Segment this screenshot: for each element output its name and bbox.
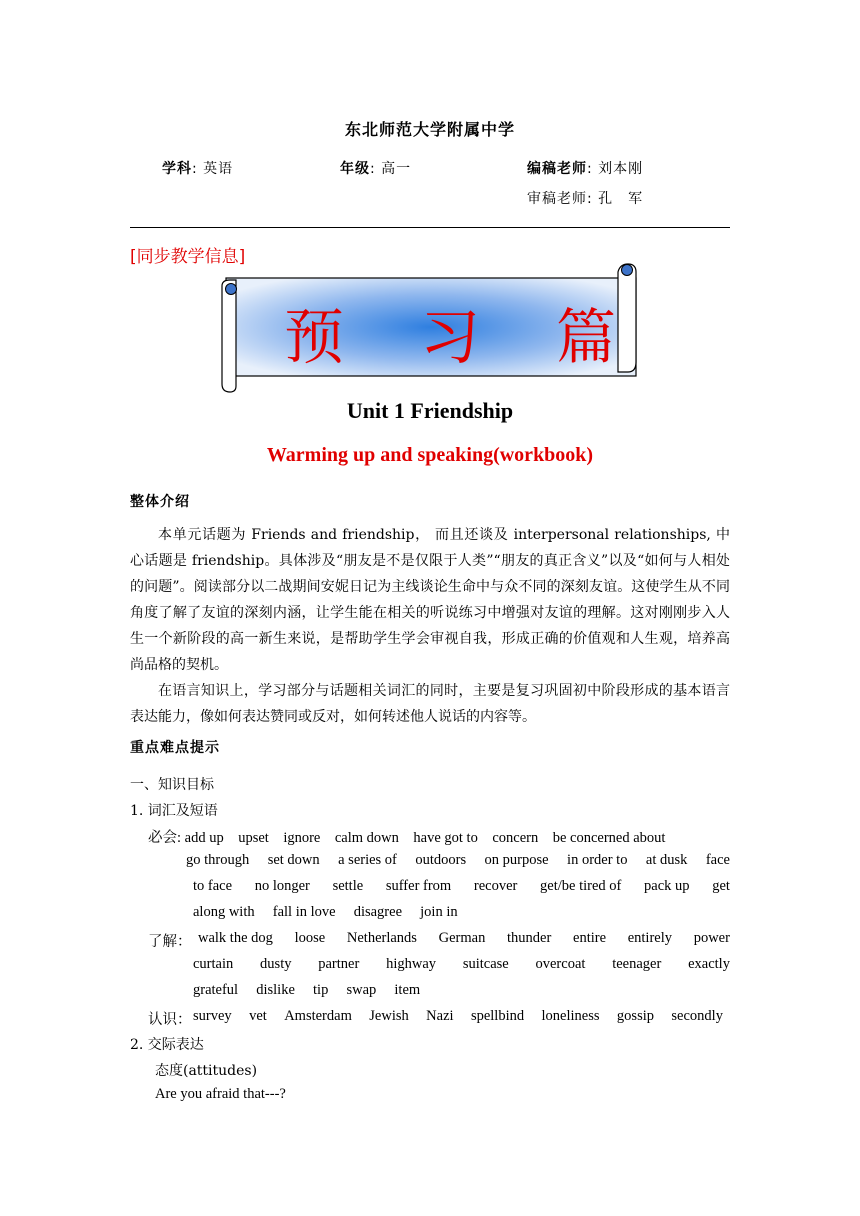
vocab-word: swap <box>346 982 377 998</box>
recognize-label: 认识： <box>148 1012 192 1028</box>
vocab-word: recover <box>473 878 518 894</box>
vocab-word: settle <box>332 878 364 894</box>
vocab-word: face <box>705 852 730 868</box>
vocab-word: entire <box>573 930 607 946</box>
vocab-word: gossip <box>616 1008 654 1024</box>
key-points-heading: 重点难点提示 <box>130 740 220 756</box>
vocab-word: get <box>712 878 730 894</box>
vocab-word: loneliness <box>541 1008 600 1024</box>
vocab-word: teenager <box>612 956 662 972</box>
vocab-word: a series of <box>338 852 397 868</box>
vocab-word: go through <box>186 852 250 868</box>
vocab-word: upset <box>238 830 269 846</box>
vocab-word: vet <box>249 1008 267 1024</box>
vocab-word: disagree <box>353 904 403 920</box>
vocab-word: highway <box>386 956 437 972</box>
header-divider <box>130 227 730 228</box>
editor-label: 编稿老师 <box>527 161 587 177</box>
lesson-title: Warming up and speaking(workbook) <box>266 444 594 466</box>
vocab-heading: 1. 词汇及短语 <box>130 803 218 819</box>
vocab-word: concern <box>492 830 539 846</box>
vocab-word: suitcase <box>462 956 509 972</box>
vocab-word: in order to <box>567 852 628 868</box>
reviewer-value: 孔 军 <box>598 191 644 207</box>
must-line-1 <box>148 826 665 847</box>
vocab-word: on purpose <box>484 852 549 868</box>
must-line-2 <box>186 852 730 869</box>
vocab-word: dislike <box>256 982 295 998</box>
vocab-word: Jewish <box>369 1008 409 1024</box>
grade-field: 年级: 高一 <box>340 161 412 177</box>
vocab-word: loose <box>294 930 326 946</box>
editor-value: 刘本刚 <box>598 161 644 177</box>
vocab-word: fall in love <box>272 904 336 920</box>
must-line-4 <box>193 904 458 921</box>
vocab-word: curtain <box>193 956 234 972</box>
vocab-word: no longer <box>254 878 310 894</box>
reviewer-label: 审稿老师 <box>527 191 587 207</box>
vocab-word: suffer from <box>385 878 452 894</box>
vocab-word: outdoors <box>415 852 467 868</box>
must-line-3 <box>193 878 730 895</box>
section-tag: [同步教学信息] <box>130 247 246 267</box>
vocab-word: to face <box>193 878 233 894</box>
attitudes-label: 态度(attitudes) <box>155 1063 258 1079</box>
vocab-word: thunder <box>507 930 552 946</box>
unit-title: Unit 1 Friendship <box>346 398 514 423</box>
vocab-word: partner <box>318 956 360 972</box>
vocab-word: Netherlands <box>346 930 417 946</box>
vocab-word: German <box>438 930 486 946</box>
understand-line-1 <box>198 930 730 947</box>
vocab-word: have got to <box>413 830 478 846</box>
vocab-word: pack up <box>644 878 690 894</box>
subject-label: 学科 <box>162 161 192 177</box>
vocab-word: tip <box>313 982 329 998</box>
vocab-word: ignore <box>283 830 321 846</box>
vocab-word: entirely <box>627 930 673 946</box>
understand-label: 了解： <box>148 934 192 950</box>
vocab-word: add up <box>184 830 224 846</box>
vocab-word: at dusk <box>645 852 688 868</box>
vocab-word: set down <box>267 852 320 868</box>
school-name: 东北师范大学附属中学 <box>344 120 515 139</box>
vocab-word: Nazi <box>426 1008 454 1024</box>
vocab-word: grateful <box>193 982 239 998</box>
knowledge-goal: 一、知识目标 <box>130 777 214 793</box>
understand-line-2 <box>193 956 730 973</box>
vocab-word: exactly <box>688 956 730 972</box>
preview-banner <box>212 262 642 394</box>
vocab-word: along with <box>193 904 255 920</box>
intro-paragraph-2: 在语言知识上，学习部分与话题相关词汇的同时，主要是复习巩固初中阶段形成的基本语言表达能力，像如何表达赞同或反对，如何转述他人说话的内容等。 <box>130 683 730 725</box>
intro-paragraph-1: 本单元话题为 Friends and friendship， 而且还谈及 interpersonal relationships, 中心话题是 friendship。具体涉及“朋友是不是仅限于人类”“朋友的真正含义”以及“如何与人相处的问题”。阅读部分以二战期间安妮日记为主线谈论生命中与众不同的深刻友谊。这使学生从不同角度了解了友谊的深刻内涵，让学生能在相关的听说练习中增强对友谊的理解。这对刚刚步入人生一个新阶段的高一新生来说，是帮助学生学会审视自我，形成正确的价值观和人生观，培养高尚品格的契机。 <box>130 527 730 673</box>
editor-field: 编稿老师: 刘本刚 <box>527 161 644 177</box>
banner-title: 预 习 篇 <box>284 303 624 373</box>
understand-line-3 <box>193 982 420 999</box>
vocab-word: power <box>693 930 730 946</box>
vocab-word: overcoat <box>535 956 586 972</box>
subject-field: 学科: 英语 <box>162 161 234 177</box>
grade-label: 年级 <box>340 161 370 177</box>
vocab-word: secondly <box>671 1008 723 1024</box>
vocab-word: Amsterdam <box>284 1008 352 1024</box>
vocab-word: be concerned about <box>552 830 666 846</box>
grade-value: 高一 <box>381 161 412 177</box>
example-sentence: Are you afraid that---? <box>155 1086 286 1102</box>
vocab-word: join in <box>420 904 458 920</box>
subject-value: 英语 <box>203 161 234 177</box>
vocab-word: survey <box>193 1008 232 1024</box>
communication-heading: 2. 交际表达 <box>130 1037 204 1053</box>
vocab-word: spellbind <box>470 1008 525 1024</box>
vocab-word: dusty <box>260 956 292 972</box>
vocab-word: get/be tired of <box>540 878 622 894</box>
recognize-line <box>193 1008 723 1025</box>
intro-heading: 整体介绍 <box>130 494 190 510</box>
must-label: 必会: <box>148 830 182 846</box>
reviewer-field: 审稿老师: 孔 军 <box>527 191 644 207</box>
vocab-word: item <box>394 982 421 998</box>
vocab-word: walk the dog <box>198 930 273 946</box>
vocab-word: calm down <box>334 830 399 846</box>
